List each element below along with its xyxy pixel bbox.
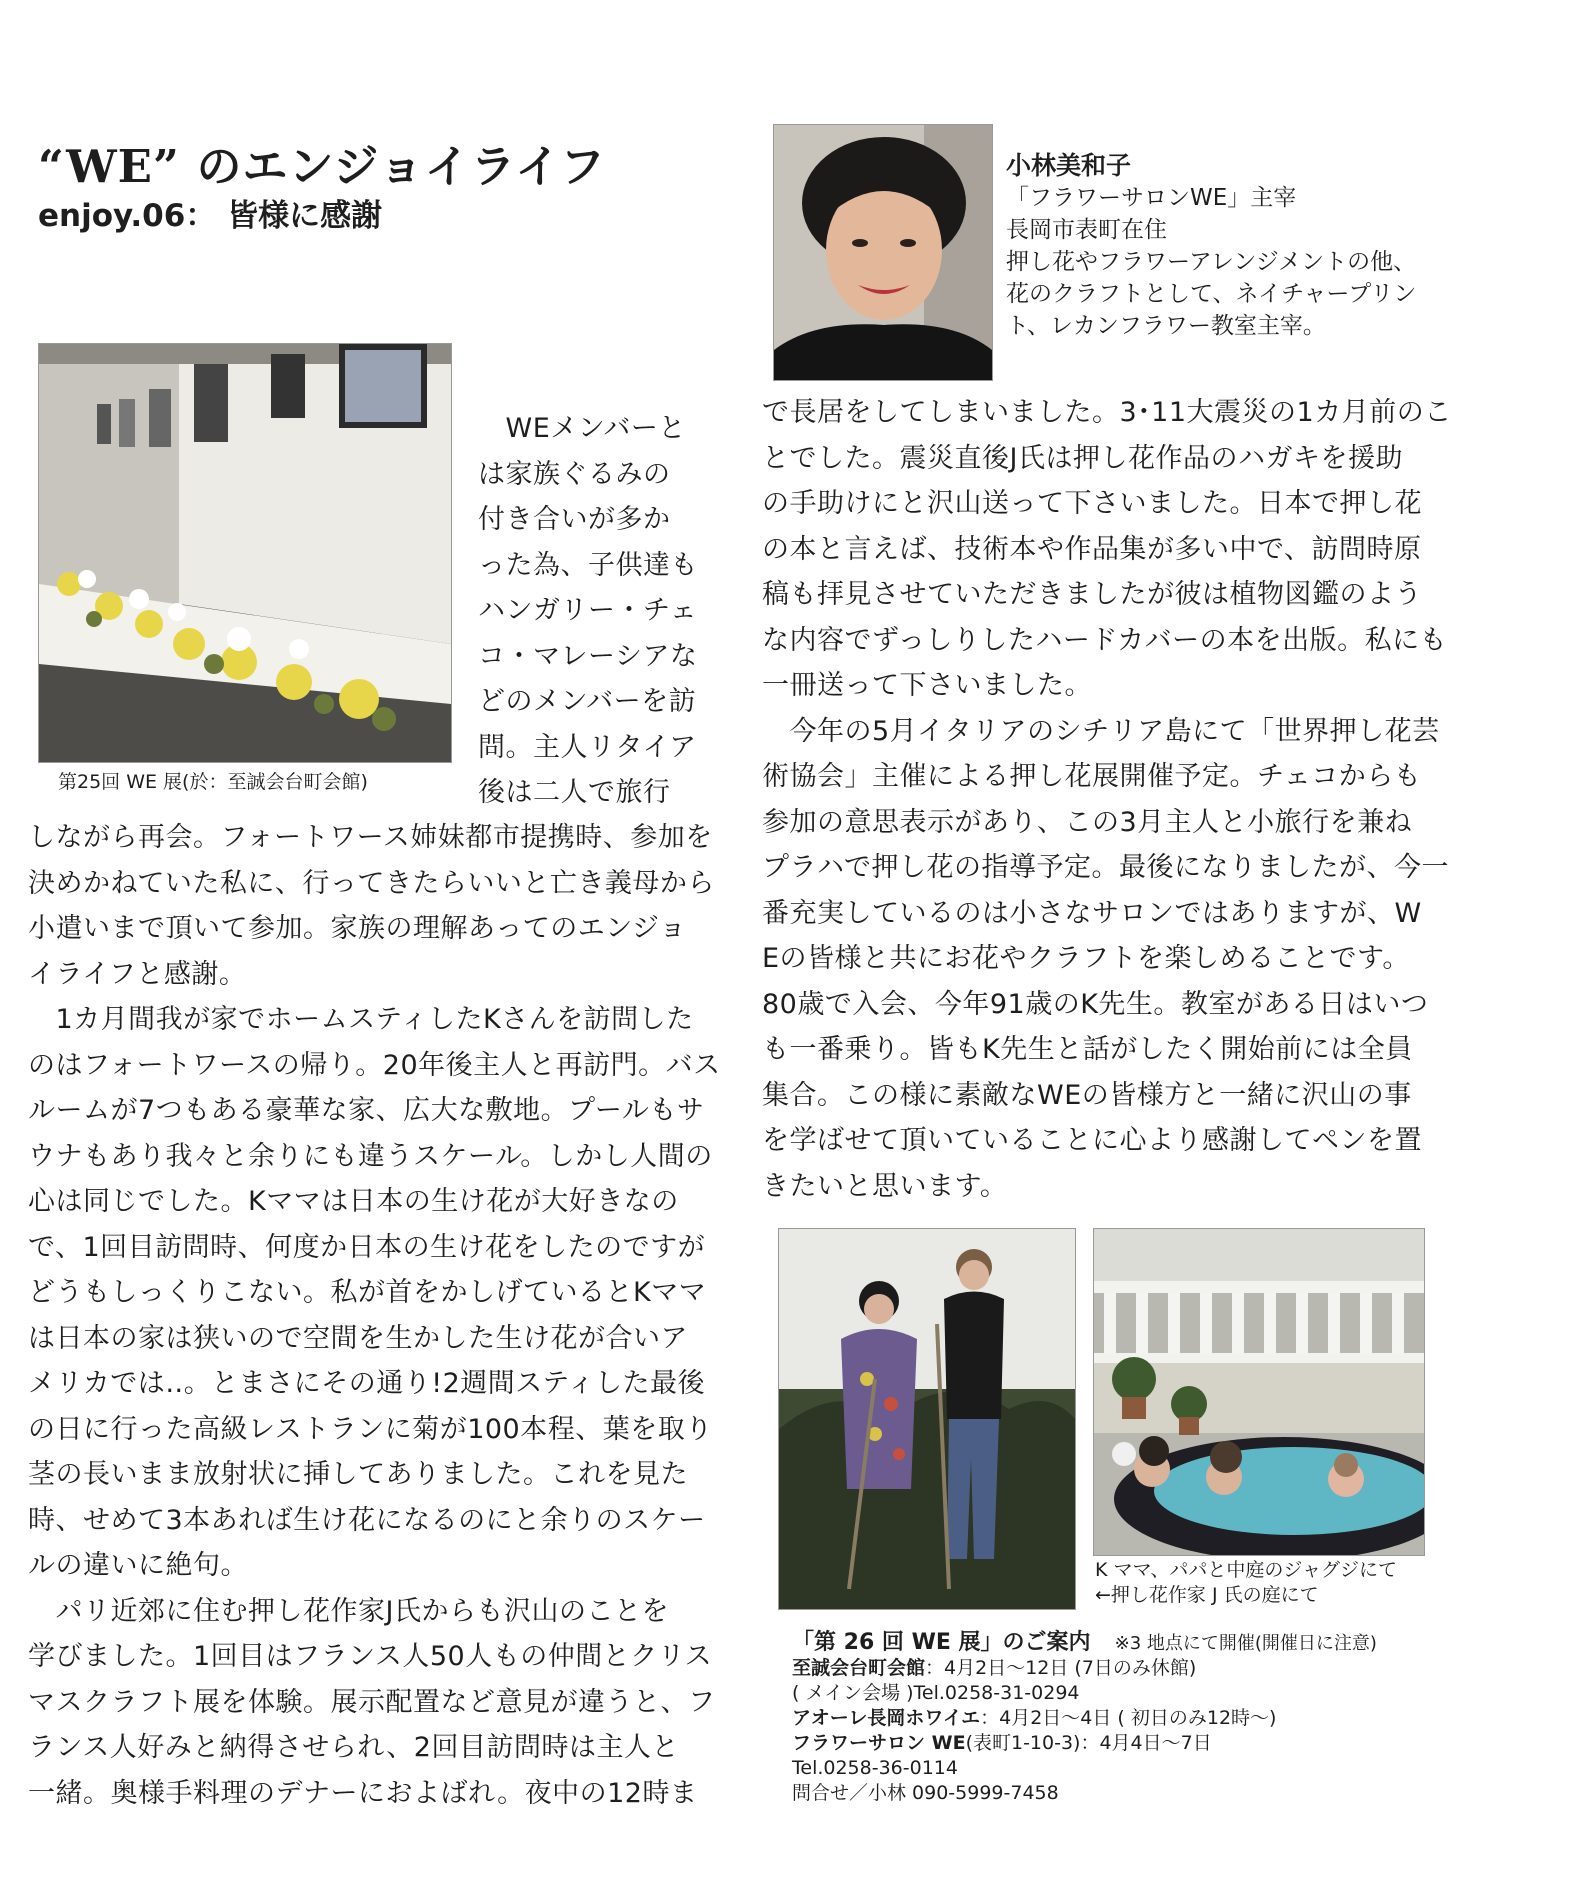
text-line: とでした。震災直後J氏は押し花作品のハガキを援助 (762, 442, 1403, 474)
author-residence: 長岡市表町在住 (1006, 217, 1167, 243)
author-name: 小林美和子 (1006, 151, 1132, 180)
author-bio-line: ト、レカンフラワー教室主宰。 (1006, 313, 1326, 339)
jacuzzi-photo (1093, 1228, 1425, 1556)
text-line: マスクラフト展を体験。展示配置など意見が違うと、フ (28, 1686, 716, 1718)
text-line: を学ばせて頂いていることに心より感謝してペンを置 (762, 1125, 1422, 1156)
text-line: 一冊送って下さいました。 (762, 670, 1092, 701)
author-bio-line: 花のクラフトとして、ネイチャープリン (1006, 281, 1417, 307)
text-line: の本と言えば、技術本や作品集が多い中で、訪問時原 (762, 533, 1422, 565)
article-body-right (762, 390, 1452, 1209)
text-line: は日本の家は狭いので空間を生かした生け花が合いア (28, 1322, 688, 1354)
text-line: メリカでは‥。とまさにその通り!2週間スティした最後 (28, 1368, 706, 1399)
text-line: 決めかねていた私に、行ってきたらいいと亡き義母から (28, 867, 715, 899)
jacuzzi-photo-caption: K ママ、パパと中庭のジャグジにて (1095, 1559, 1397, 1581)
text-line: も一番乗り。皆もK先生と話がしたく開始前には全員 (762, 1034, 1413, 1065)
text-line: った為、子供達も (478, 549, 698, 581)
text-line: 茎の長いまま放射状に挿してありました。これを見た (28, 1459, 688, 1490)
author-profile (1006, 150, 1416, 342)
author-role: 「フラワーサロンWE」主宰 (1006, 185, 1297, 211)
text-line: で長居をしてしまいました。3･11大震災の1カ月前のこ (762, 397, 1452, 428)
article-body-left (28, 815, 721, 1816)
text-line: のはフォートワースの帰り。20年後主人と再訪門。バス (28, 1049, 721, 1081)
author-portrait (773, 124, 993, 381)
text-line: ランス人好みと納得させられ、2回目訪問時は主人と (28, 1732, 679, 1763)
text-line: どうもしっくりこない。私が首をかしげているとKママ (28, 1277, 707, 1308)
venue-name: アオーレ長岡ホワイエ (792, 1707, 981, 1729)
text-line: 参加の意思表示があり、この3月主人と小旅行を兼ね (762, 806, 1413, 838)
text-line: の手助けにと沢山送って下さいました。日本で押し花 (762, 488, 1422, 519)
text-line: 学びました。1回目はフランス人50人もの仲間とクリス (28, 1641, 713, 1672)
text-line: の日に行った高級レストランに菊が100本程、葉を取り (28, 1413, 713, 1445)
text-line: 80歳で入会、今年91歳のK先生。教室がある日はいつ (762, 988, 1429, 1020)
text-line: 術協会」主催による押し花展開催予定。チェコからも (762, 761, 1422, 792)
article-subtitle: enjoy.06： 皆様に感謝 (38, 198, 383, 234)
text-line: ウナもあり我々と余りにも違うスケール。しかし人間の (28, 1140, 713, 1172)
text-line: 問。主人リタイア (478, 731, 697, 763)
photo-captions (1095, 1558, 1397, 1608)
venue-tel: Tel.0258-36-0114 (792, 1757, 958, 1779)
exhibition-info-heading: 「第 26 回 WE 展」のご案内 (792, 1630, 1091, 1655)
article-title: “WE” のエンジョイライフ (38, 140, 606, 193)
text-line: で、1回目訪問時、何度か日本の生け花をしたのですが (28, 1231, 706, 1263)
text-line: 集合。この様に素敵なWEの皆様方と一緒に沢山の事 (762, 1079, 1412, 1111)
venue-name: 至誠会台町会館 (792, 1657, 926, 1679)
text-line: 小遣いまで頂いて参加。家族の理解あってのエンジョ (28, 913, 687, 944)
text-line: 時、せめて3本あれば生け花になるのにと余りのスケー (28, 1504, 706, 1536)
text-line: 心は同じでした。Kママは日本の生け花が大好きなの (28, 1186, 679, 1217)
garden-photo (778, 1228, 1076, 1610)
contact-line: 問合せ／小林 090-5999-7458 (792, 1782, 1059, 1804)
venue-detail: (表町1-10-3)：4月4日～7日 (965, 1732, 1212, 1754)
author-bio-line: 押し花やフラワーアレンジメントの他、 (1006, 249, 1417, 275)
text-line: 一緒。奥様手料理のデナーにおよばれ。夜中の12時ま (28, 1777, 698, 1809)
text-line: 稿も拝見させていただきましたが彼は植物図鑑のよう (762, 579, 1422, 610)
text-line: 1カ月間我が家でホームスティしたKさんを訪問した (28, 1004, 694, 1035)
text-line: 後は二人で旅行 (478, 777, 671, 808)
text-line: しながら再会。フォートワース姉妹都市提携時、参加を (28, 822, 713, 853)
text-line: は家族ぐるみの (478, 458, 671, 490)
venue-name: フラワーサロン WE (792, 1732, 966, 1754)
venue-detail: ：4月2日～4日 ( 初日のみ12時～) (980, 1707, 1277, 1729)
text-line: プラハで押し花の指導予定。最後になりましたが、今一 (762, 852, 1449, 883)
garden-photo-caption: ←押し花作家 J 氏の庭にて (1095, 1584, 1319, 1606)
text-line: な内容でずっしりしたハードカバーの本を出版。私にも (762, 624, 1448, 656)
article-body-left-narrow (478, 406, 698, 816)
venue-tel: ( メイン会場 )Tel.0258-31-0294 (792, 1682, 1080, 1704)
text-line: ハンガリー・チェ (478, 595, 698, 626)
text-line: ルの違いに絶句。 (28, 1550, 248, 1581)
exhibition-photo-caption: 第25回 WE 展(於：至誠会台町会館) (58, 771, 368, 793)
text-line: ルームが7つもある豪華な家、広大な敷地。プールもサ (28, 1095, 705, 1126)
text-line: どのメンバーを訪 (478, 686, 697, 717)
text-line: 番充実しているのは小さなサロンではありますが、W (762, 897, 1422, 929)
text-line: きたいと思います。 (762, 1170, 1008, 1202)
exhibition-info (792, 1630, 1377, 1806)
text-line: WEメンバーと (478, 413, 686, 444)
text-line: 付き合いが多か (478, 504, 671, 535)
venue-detail: ：4月2日～12日 (7日のみ休館) (925, 1657, 1197, 1679)
text-line: イライフと感謝。 (28, 958, 247, 990)
text-line: コ・マレーシアな (478, 640, 698, 672)
exhibition-info-note: ※3 地点にて開催(開催日に注意) (1114, 1633, 1377, 1654)
exhibition-photo (38, 343, 452, 763)
text-line: パリ近郊に住む押し花作家J氏からも沢山のことを (28, 1595, 669, 1627)
text-line: 今年の5月イタリアのシチリア島にて「世界押し花芸 (762, 715, 1440, 747)
text-line: Eの皆様と共にお花やクラフトを楽しめることです。 (762, 943, 1410, 974)
